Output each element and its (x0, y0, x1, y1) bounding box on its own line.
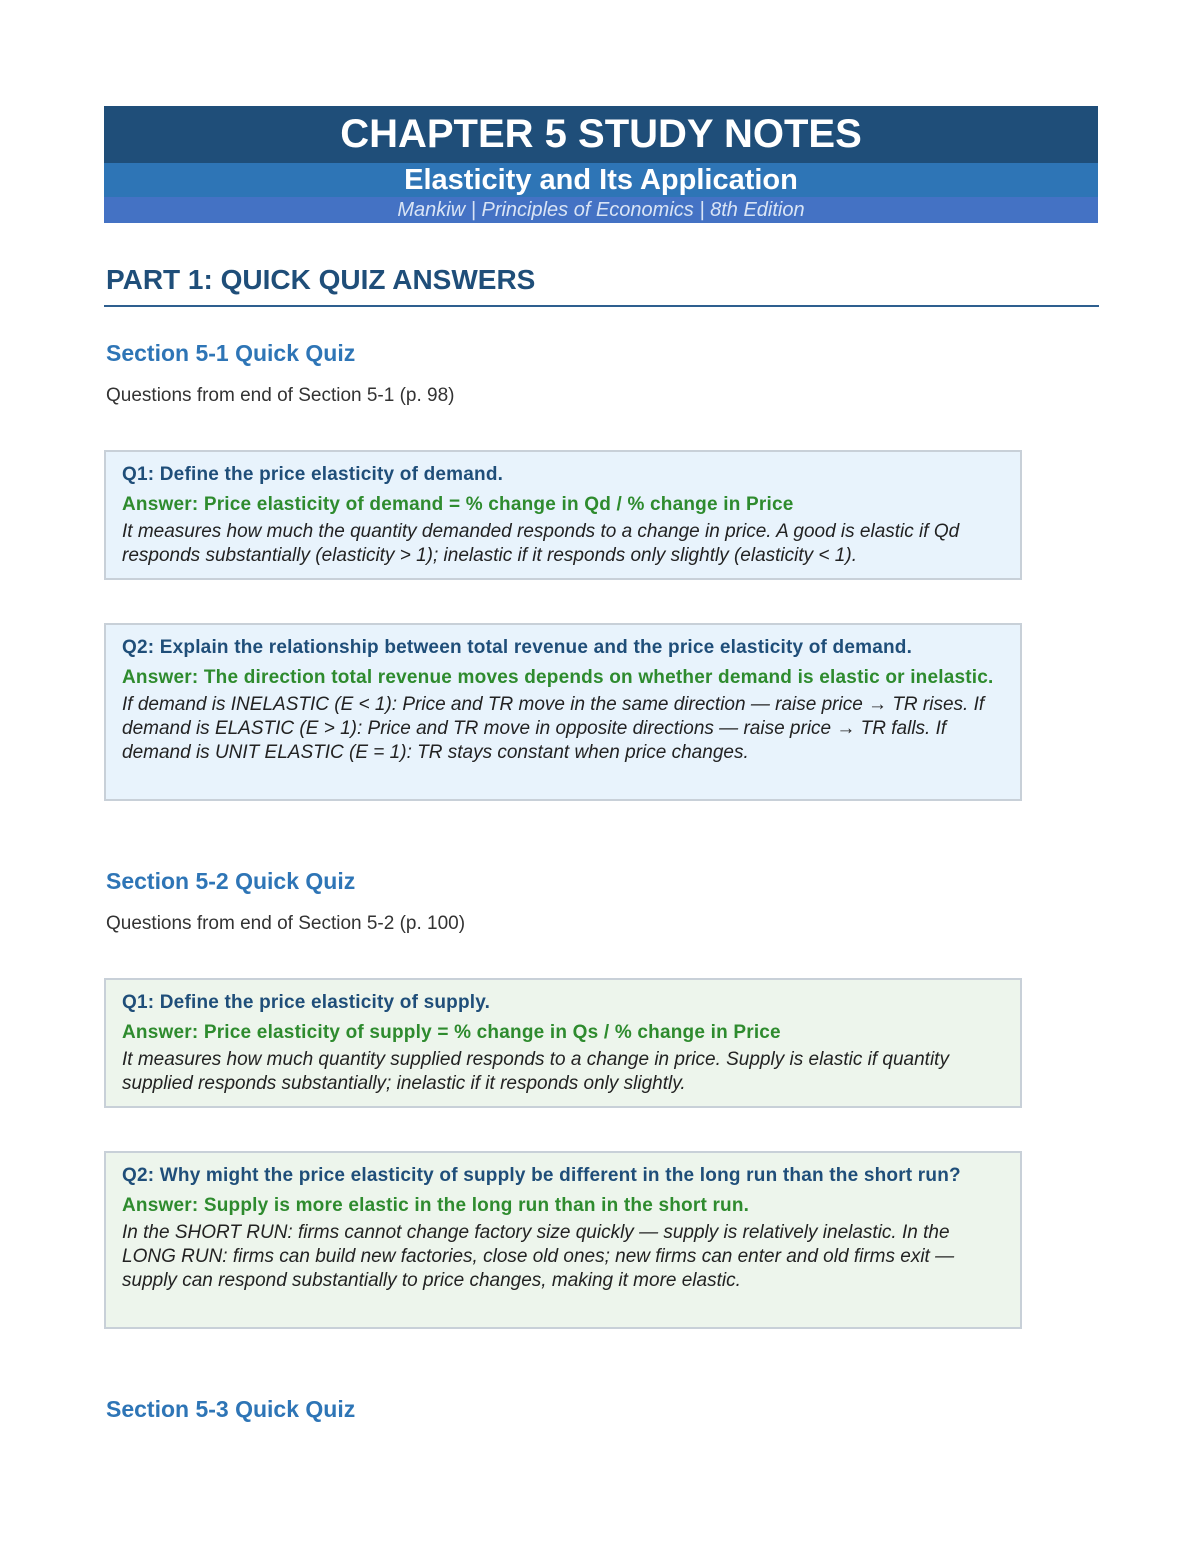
question-text: Q2: Why might the price elasticity of supply be different in the long run than the short run? (122, 1165, 961, 1186)
section-5-2-heading: Section 5-2 Quick Quiz (106, 868, 356, 894)
section-5-3-heading: Section 5-3 Quick Quiz (106, 1396, 356, 1422)
section-5-2-note: Questions from end of Section 5-2 (p. 100) (106, 913, 466, 934)
title-banner (104, 106, 1098, 223)
question-text: Q1: Define the price elasticity of demand. (122, 464, 504, 485)
answer-text: Answer: Supply is more elastic in the long run than in the short run. (122, 1195, 750, 1216)
explanation-text: If demand is INELASTIC (E < 1): Price and TR move in the same direction — raise price → TR rises. If demand is ELASTIC (E > 1): Price and TR move in opposite directions — raise price → TR falls. If demand is UNIT ELASTIC (E = 1): TR stays constant when price changes. (122, 694, 985, 763)
answer-text: Answer: The direction total revenue moves depends on whether demand is elastic or inelastic. (122, 667, 994, 688)
qa-box-5-1-q2 (104, 623, 1022, 801)
answer-text: Answer: Price elasticity of demand = % change in Qd / % change in Price (122, 494, 794, 515)
chapter-title: CHAPTER 5 STUDY NOTES (104, 106, 1098, 163)
section-5-1-heading: Section 5-1 Quick Quiz (106, 340, 356, 366)
explanation-text: It measures how much the quantity demanded responds to a change in price. A good is elastic if Qd responds substantially (elasticity > 1); inelastic if it responds only slightly (elasticity < 1). (122, 521, 960, 566)
textbook-reference: Mankiw | Principles of Economics | 8th Edition (104, 197, 1098, 223)
chapter-subtitle: Elasticity and Its Application (104, 163, 1098, 197)
question-text: Q2: Explain the relationship between total revenue and the price elasticity of demand. (122, 637, 913, 658)
part-1-heading: PART 1: QUICK QUIZ ANSWERS (106, 264, 536, 295)
explanation-text: In the SHORT RUN: firms cannot change factory size quickly — supply is relatively inelastic. In the LONG RUN: firms can build new factories, close old ones; new firms can enter and old firms exit — supply can respond substantially to price changes, making it more elastic. (122, 1222, 955, 1291)
explanation-text: It measures how much quantity supplied responds to a change in price. Supply is elastic if quantity supplied responds substantially; inelastic if it responds only slightly. (122, 1049, 949, 1094)
qa-box-5-1-q1 (104, 450, 1022, 580)
section-5-1-note: Questions from end of Section 5-1 (p. 98) (106, 385, 455, 406)
part-1-divider (104, 305, 1099, 307)
qa-box-5-2-q1 (104, 978, 1022, 1108)
answer-text: Answer: Price elasticity of supply = % change in Qs / % change in Price (122, 1022, 781, 1043)
qa-box-5-2-q2 (104, 1151, 1022, 1329)
question-text: Q1: Define the price elasticity of supply. (122, 992, 491, 1013)
